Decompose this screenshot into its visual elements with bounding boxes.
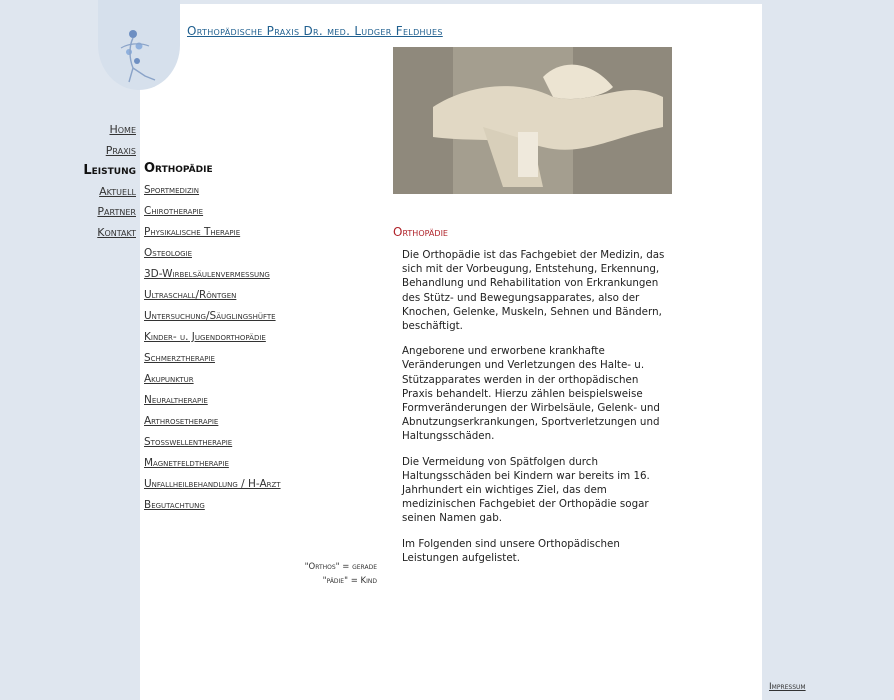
subnav-item[interactable]: 3D-Wirbelsäulenvermessung [144,268,270,280]
vertebra-photo [393,47,672,194]
content-body [402,248,672,576]
nav-praxis[interactable]: Praxis [105,143,136,157]
nav-aktuell[interactable]: Aktuell [99,184,136,198]
subnav-item[interactable]: Chirotherapie [144,205,204,217]
nav-partner[interactable]: Partner [97,205,136,218]
etymology-note [305,560,377,588]
subnav-item[interactable]: Arthrosetherapie [144,415,219,427]
subnav-item[interactable]: Ultraschall/Röntgen [144,289,237,301]
etymology-line: "pädie" = Kind [322,576,377,586]
content-paragraph: Die Vermeidung von Spätfolgen durch Haltungsschäden bei Kindern war bereits im 16. Jahrhundert ein wichtiges Ziel, das dem medizinischen Fachgebiet der Orthopädie sogar seinen Namen gab. [402,455,650,525]
nav-kontakt[interactable]: Kontakt [97,225,136,239]
etymology-line: "Orthos" = gerade [304,562,377,572]
subnav-item[interactable]: Neuraltherapie [144,394,208,406]
logo-figure-icon[interactable] [115,28,163,86]
subnav-item[interactable]: Physikalische Therapie [144,226,241,238]
subnav-item[interactable]: Untersuchung/Säuglingshüfte [144,310,276,322]
sub-navigation [144,180,281,516]
subnav-item[interactable]: Kinder- u. Jugendorthopädie [144,331,266,343]
subnav-item[interactable]: Begutachtung [144,499,205,511]
site-title-link[interactable]: Orthopädische Praxis Dr. med. Ludger Feldhues [187,24,443,38]
main-navigation [83,120,136,243]
subnav-item[interactable]: Stoßwellentherapie [144,436,233,448]
subnav-item[interactable]: Sportmedizin [144,184,200,196]
subnav-item[interactable]: Osteologie [144,247,192,259]
impressum-link[interactable]: Impressum [769,682,806,692]
subnav-item[interactable]: Unfallheilbehandlung / H-Arzt [144,478,281,490]
subnav-item[interactable]: Schmerztherapie [144,352,215,364]
nav-home[interactable]: Home [109,123,136,136]
nav-leistung[interactable]: Leistung [83,163,136,178]
content-paragraph: Angeborene und erworbene krankhafte Veränderungen und Verletzungen des Halte- u. Stützapparates werden in der orthopädischen Praxis behandelt. Hierzu zählen beispielsweise Formveränderungen der Wirbelsäule, Gelenk- und Abnutzungserkrankungen, Sportverletzungen und Haltungsschäden. [402,345,660,443]
content-paragraph: Im Folgenden sind unsere Orthopädischen Leistungen aufgelistet. [402,537,620,564]
content-title: Orthopädie [393,225,448,239]
subnav-item[interactable]: Akupunktur [144,373,194,385]
section-heading: Orthopädie [144,161,213,176]
content-paragraph: Die Orthopädie ist das Fachgebiet der Medizin, das sich mit der Vorbeugung, Entstehung, Erkennung, Behandlung und Rehabilitation von Erkrankungen des Stütz- und Bewegungsapparates, also der Knochen, Gelenke, Muskeln, Sehnen und Bändern, beschäftigt. [402,249,665,333]
subnav-item[interactable]: Magnetfeldtherapie [144,457,229,469]
